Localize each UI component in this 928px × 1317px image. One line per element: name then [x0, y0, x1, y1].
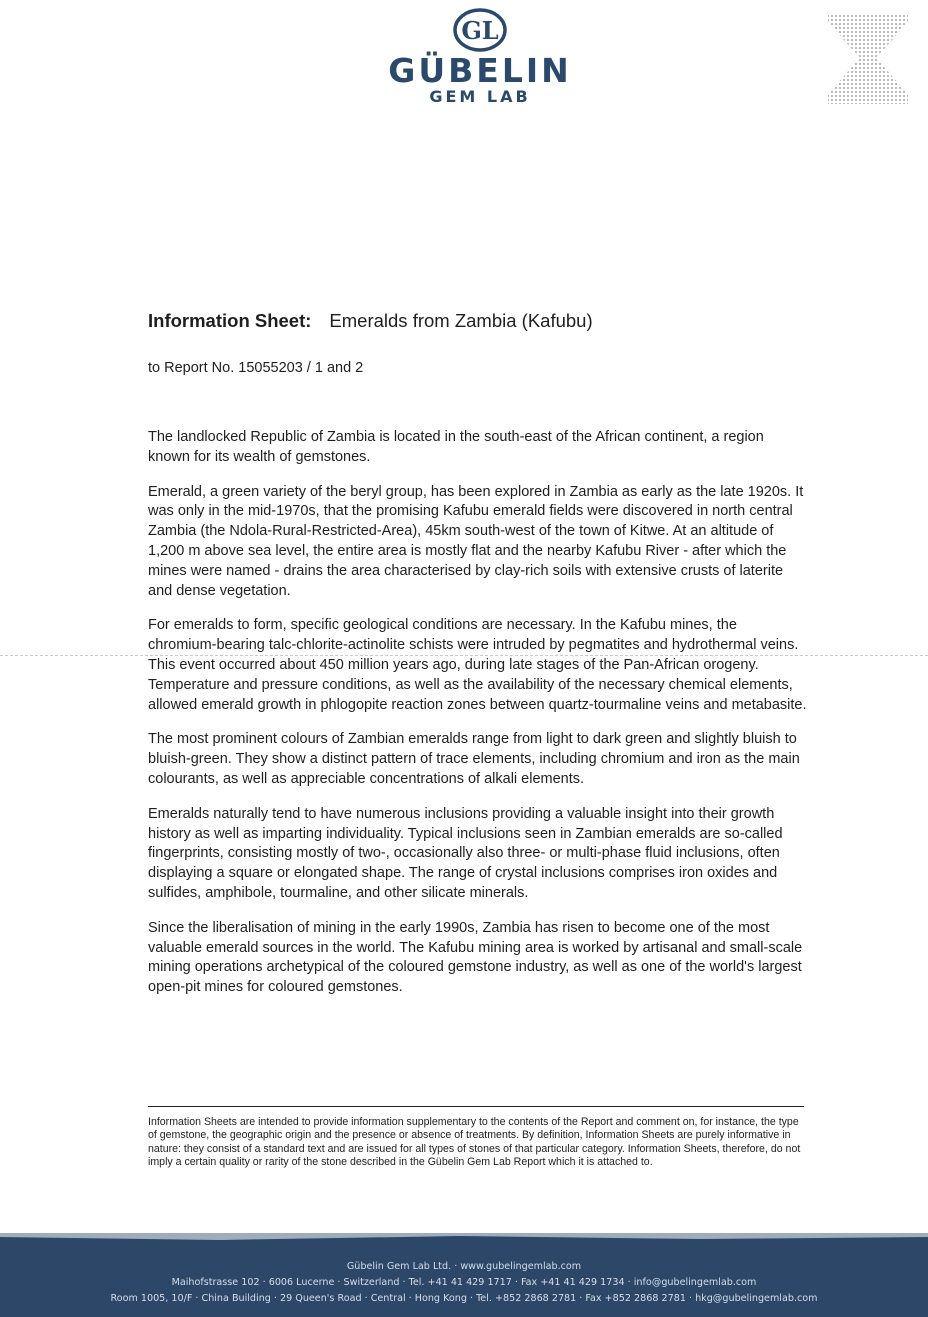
footer-hongkong-address: Room 1005, 10/F · China Building · 29 Queen's Road · Central · Hong Kong · Tel. +852 2868 2781 · Fax +852 2868 2781 · hkg@gubelingemlab.com [110, 1293, 818, 1304]
body-text [148, 428, 808, 1013]
paragraph: Emeralds naturally tend to have numerous inclusions providing a valuable insight into their growth history as well as imparting individuality. Typical inclusions seen in Zambian emeralds are so-called fingerprints, consisting mostly of two-, occasionally also three- or multi-phase fluid inclusions, often displaying a square or elongated shape. The range of crystal inclusions comprises iron oxides and sulfides, amphibole, tourmaline, and other silicate minerals. [148, 805, 783, 901]
brand-subname: GEM LAB [429, 87, 531, 106]
hourglass-ornament-icon [826, 10, 910, 108]
page-footer [0, 1233, 928, 1317]
heading-title: Emeralds from Zambia (Kafubu) [329, 310, 593, 331]
report-reference: to Report No. 15055203 / 1 and 2 [148, 360, 364, 376]
footnote-divider [148, 1106, 804, 1107]
footer-edge-decoration [0, 1233, 928, 1243]
paper-fold-line [0, 655, 928, 656]
monogram-logo-icon [453, 8, 507, 52]
footer-lucerne-address: Maihofstrasse 102 · 6006 Lucerne · Switzerland · Tel. +41 41 429 1717 · Fax +41 41 429 1734 · info@gubelingemlab.com [171, 1277, 757, 1288]
brand-name: GÜBELIN [388, 51, 572, 90]
paragraph: Since the liberalisation of mining in the early 1990s, Zambia has risen to become one of the most valuable emerald sources in the world. The Kafubu mining area is worked by artisanal and small-scale mining operations archetypical of the coloured gemstone industry, as well as one of the world's largest open-pit mines for coloured gemstones. [148, 919, 803, 996]
heading-label: Information Sheet: [148, 310, 312, 331]
monogram-text: GL [461, 16, 499, 45]
footer-company-line: Gübelin Gem Lab Ltd. · www.gubelingemlab.com [346, 1261, 582, 1272]
footnote: Information Sheets are intended to provide information supplementary to the contents of the Report and comment on, for instance, the type of gemstone, the geographic origin and the presence or absence of treatments. By definition, Information Sheets are purely informative in nature: they consist of a standard text and are issued for all types of stones of that particular category. Information Sheets, therefore, do not imply a certain quality or rarity of the stone described in the Gübelin Gem Lab Report which it is attached to. [148, 1116, 801, 1169]
paragraph: The most prominent colours of Zambian emeralds range from light to dark green and slightly bluish to bluish-green. They show a distinct pattern of trace elements, including chromium and iron as the main colourants, as well as appreciable concentrations of alkali elements. [148, 731, 800, 787]
paragraph: The landlocked Republic of Zambia is located in the south-east of the African continent, a region known for its wealth of gemstones. [148, 429, 764, 465]
paragraph: For emeralds to form, specific geological conditions are necessary. In the Kafubu mines, the chromium-bearing talc-chlorite-actinolite schists were intruded by pegmatites and hydrothermal veins. This event occurred about 450 million years ago, during late stages of the Pan-African orogeny. Temperature and pressure conditions, as well as the availability of the necessary chemical elements, allowed emerald growth in phlogopite reaction zones between quartz-tourmaline veins and metabasite. [148, 617, 807, 713]
paragraph: Emerald, a green variety of the beryl group, has been explored in Zambia as early as the late 1920s. It was only in the mid-1970s, that the promising Kafubu emerald fields were discovered in north central Zambia (the Ndola-Rural-Restricted-Area), 45km south-west of the town of Kitwe. At an altitude of 1,200 m above sea level, the entire area is mostly flat and the nearby Kafubu River - after which the mines were named - drains the area characterised by clay-rich soils with extensive crusts of laterite and dense vegetation. [148, 483, 804, 599]
page-heading [148, 310, 593, 332]
company-logo [360, 8, 600, 106]
